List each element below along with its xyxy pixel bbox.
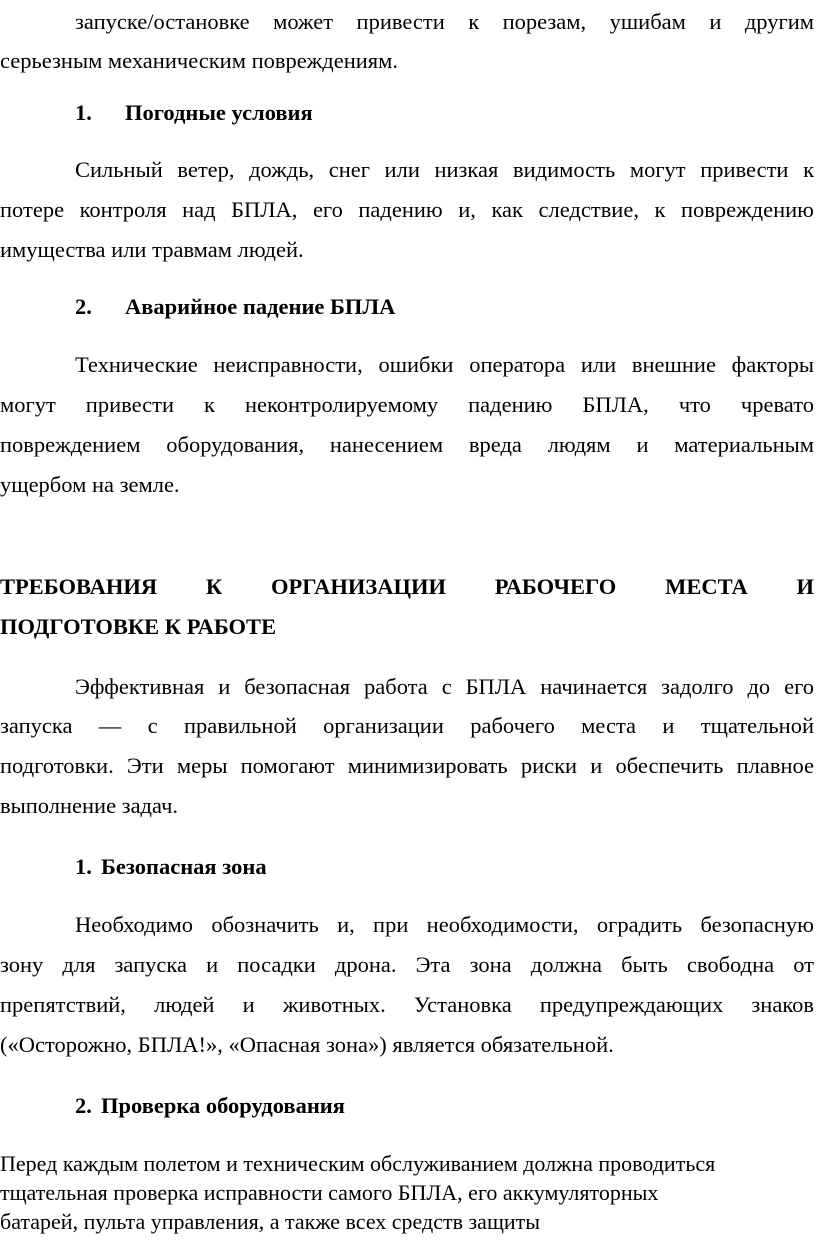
text-line: повреждением оборудования, нанесением вреда людям и материальным <box>0 432 814 457</box>
text-line: Необходимо обозначить и, при необходимости, оградить безопасную <box>75 912 814 937</box>
text-line: Сильный ветер, дождь, снег или низкая видимость могут привести к <box>75 157 814 182</box>
text-line: зону для запуска и посадки дрона. Эта зона должна быть свободна от <box>0 952 814 977</box>
heading: Аварийное падение БПЛА <box>125 294 396 319</box>
text-line: выполнение задач. <box>0 793 179 818</box>
heading-number: 1. <box>75 100 92 125</box>
text-line: Технические неисправности, ошибки оператора или внешние факторы <box>75 352 814 377</box>
text-line: батарей, пульта управления, а также всех средств защиты <box>0 1209 541 1234</box>
text-line: запуске/остановке может привести к порезам, ушибам и другим <box>75 9 814 34</box>
text-line: подготовки. Эти меры помогают минимизировать риски и обеспечить плавное <box>0 753 814 778</box>
text-line: тщательная проверка исправности самого БПЛА, его аккумуляторных <box>0 1180 659 1205</box>
section-title: ТРЕБОВАНИЯ К ОРГАНИЗАЦИИ РАБОЧЕГО МЕСТА И <box>0 574 814 599</box>
text-line: запуска — с правильной организации рабочего места и тщательной <box>0 713 814 738</box>
text-line: Эффективная и безопасная работа с БПЛА начинается задолго до его <box>75 674 814 699</box>
heading: Погодные условия <box>125 100 313 125</box>
section-title: ПОДГОТОВКЕ К РАБОТЕ <box>0 614 277 639</box>
text-line: могут привести к неконтролируемому падению БПЛА, что чревато <box>0 392 814 417</box>
heading: Безопасная зона <box>101 854 267 879</box>
heading-number: 2. <box>75 294 92 319</box>
text-line: («Осторожно, БПЛА!», «Опасная зона») является обязательной. <box>0 1032 614 1057</box>
text-line: ущербом на земле. <box>0 472 180 497</box>
heading: Проверка оборудования <box>101 1093 345 1118</box>
text-line: серьезным механическим повреждениям. <box>0 48 398 73</box>
text-line: имущества или травмам людей. <box>0 237 304 262</box>
heading-number: 1. <box>75 854 92 879</box>
text-line: Перед каждым полетом и техническим обслуживанием должна проводиться <box>0 1151 716 1176</box>
text-line: препятствий, людей и животных. Установка предупреждающих знаков <box>0 992 814 1017</box>
text-line: потере контроля над БПЛА, его падению и, как следствие, к повреждению <box>0 197 814 222</box>
heading-number: 2. <box>75 1093 92 1118</box>
